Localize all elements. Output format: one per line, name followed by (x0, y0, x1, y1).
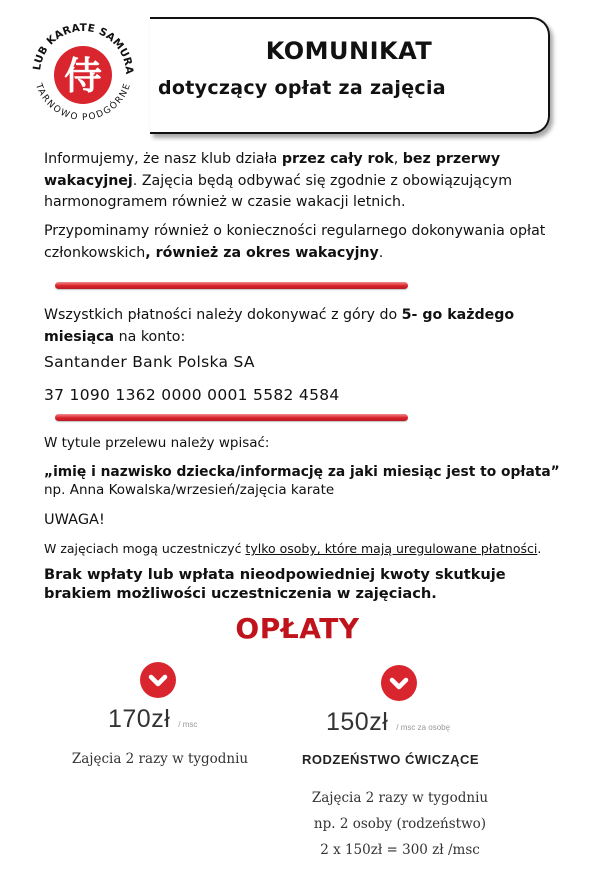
transfer-format: „imię i nazwisko dziecka/informację za jaki miesiąc jest to opłata” (44, 464, 560, 480)
intro-bold-no-break: bez przerwy wakacyjnej (44, 151, 501, 189)
logo-top-text: LUB KARATE SAMURA (31, 21, 136, 76)
intro-text-a: Informujemy, że nasz klub działa (44, 151, 282, 167)
reminder-text-c: . (378, 244, 384, 261)
notice-paragraph (44, 538, 574, 560)
transfer-example: np. Anna Kowalska/wrzesień/zajęcia karate (44, 482, 335, 498)
account-number: 37 1090 1362 0000 0001 5582 4584 (44, 386, 340, 404)
plan-2-line-1: Zajęcia 2 razy w tygodniu (311, 790, 489, 806)
chevron-down-icon (140, 662, 176, 698)
club-logo (22, 18, 144, 122)
intro-text-d: . Zajęcia będą odbywać się zgodnie z obowiązującym harmonogramem również w czasie wakacji letnich. (44, 172, 513, 210)
logo-bottom-text: TARNOWO PODGÓRNE (33, 82, 133, 122)
consequence-text: Brak wpłaty lub wpłata nieodpowiedniej kwoty skutkuje brakiem możliwości uczestniczenia w zajęciach. (44, 566, 506, 602)
plan-1-period: / msc (178, 720, 198, 729)
page-subtitle: dotyczący opłat za zajęcia (158, 77, 446, 99)
notice-text-a: W zajęciach mogą uczestniczyć (44, 541, 246, 556)
transfer-label: W tytule przelewu należy wpisać: (44, 435, 270, 451)
intro-text-c: , (393, 151, 403, 167)
plan-2-line-3: 2 x 150zł = 300 zł /msc (320, 842, 480, 858)
reminder-paragraph (44, 221, 554, 264)
logo-glyph: 侍 (63, 54, 103, 98)
plan-2-line-2: np. 2 osoby (rodzeństwo) (313, 816, 487, 832)
plan-2-price (326, 708, 450, 737)
reminder-bold: , również za okres wakacyjny (145, 244, 379, 261)
plan-2-heading: RODZEŃSTWO ĆWICZĄCE (302, 752, 480, 767)
intro-paragraph (44, 149, 554, 214)
warning-label: UWAGA! (44, 512, 105, 528)
bank-name: Santander Bank Polska SA (44, 353, 255, 371)
notice-underlined: tylko osoby, które mają uregulowane płatności (245, 541, 538, 556)
reminder-text-a: Przypominamy również o konieczności regularnego dokonywania opłat członkowskich (44, 223, 546, 261)
plan-2-amount: 150zł (326, 708, 389, 736)
plan-1-price (108, 705, 197, 734)
deadline-bold: 5- go każdego miesiąca (44, 307, 515, 345)
chevron-down-icon (381, 665, 417, 701)
plan-1-amount: 170zł (108, 705, 171, 733)
page-title: KOMUNIKAT (265, 37, 433, 65)
fees-title: OPŁATY (235, 612, 360, 645)
deadline-text-a: Wszystkich płatności należy dokonywać z góry do (44, 307, 402, 323)
notice-text-c: . (537, 541, 542, 556)
header-box (150, 17, 550, 134)
intro-bold-all-year: przez cały rok (281, 151, 394, 167)
deadline-text-c: na konto: (114, 328, 186, 345)
divider-bar (55, 282, 408, 289)
divider-bar (55, 414, 408, 421)
plan-1-description: Zajęcia 2 razy w tygodniu (71, 751, 249, 767)
payment-deadline-paragraph (44, 305, 554, 348)
plan-2-period: / msc za osobę (396, 723, 451, 732)
